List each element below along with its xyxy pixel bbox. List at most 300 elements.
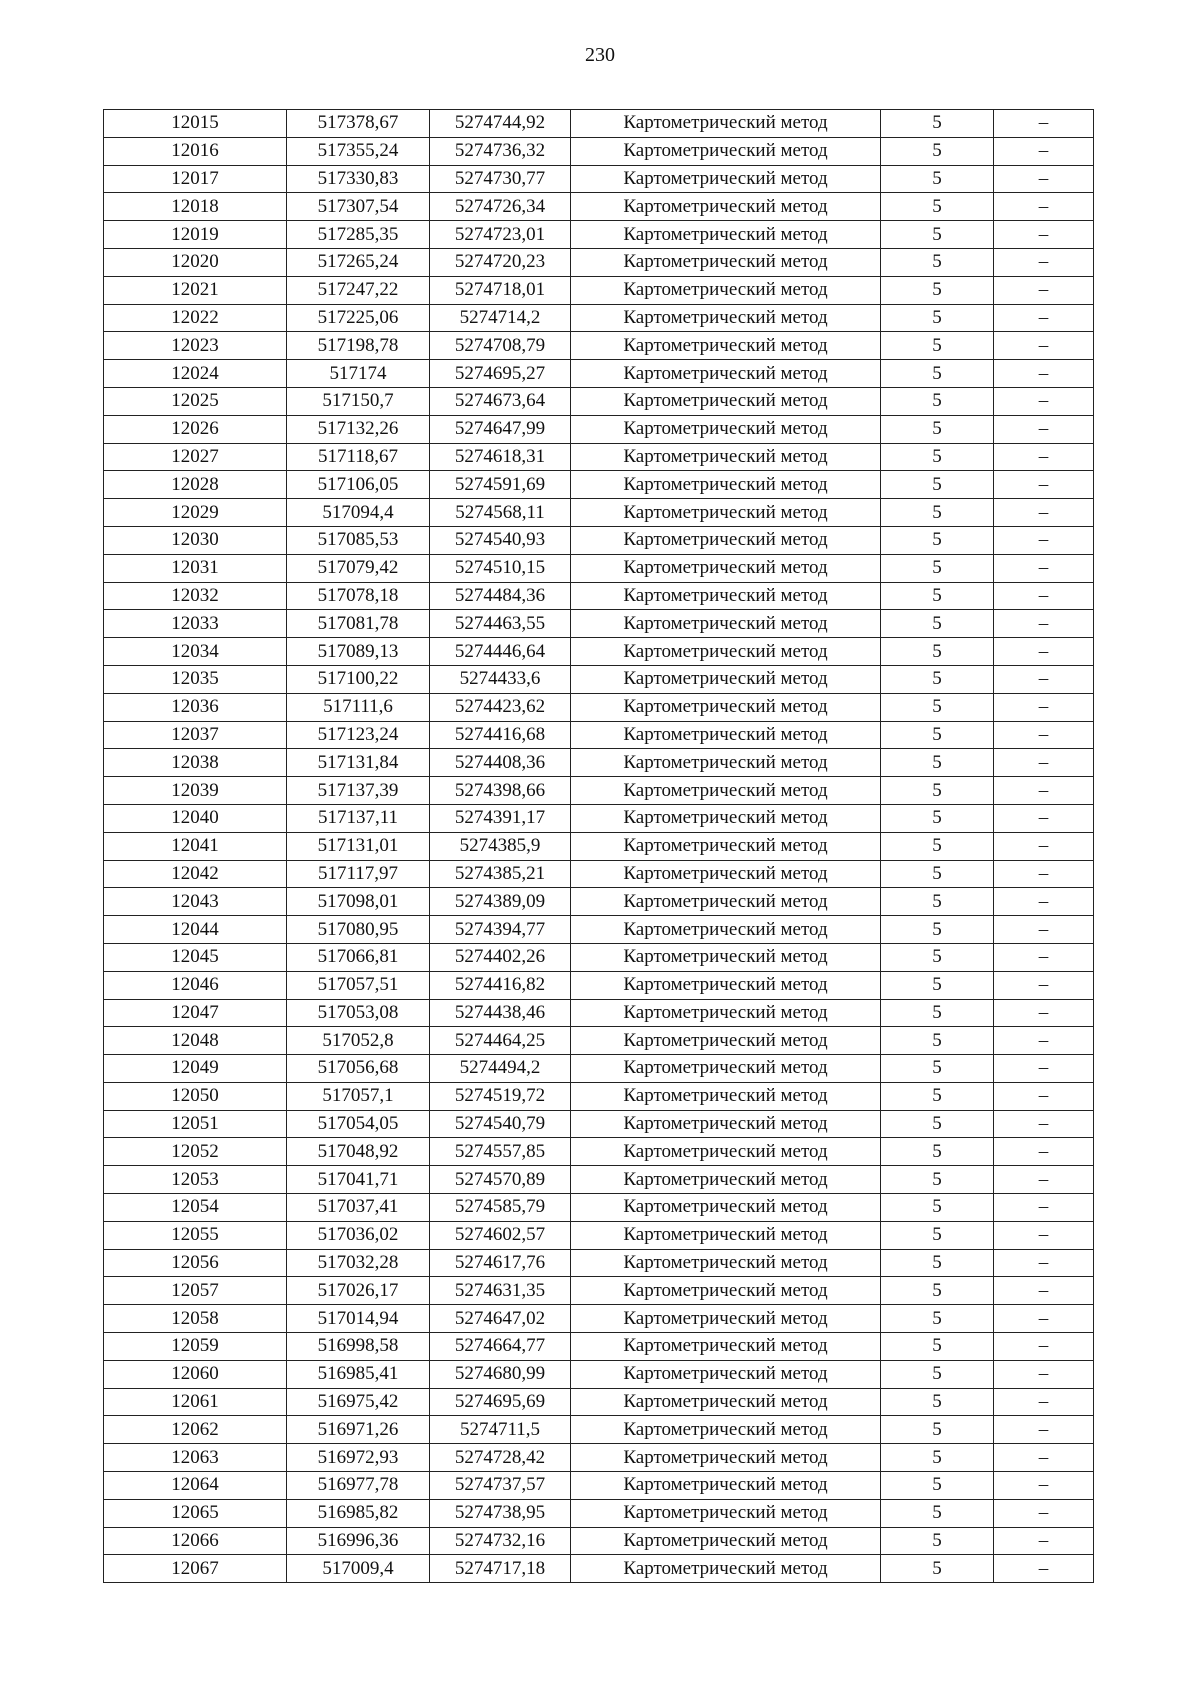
point-number-cell: 12032 — [104, 582, 287, 610]
y-coordinate-cell: 5274602,57 — [430, 1221, 571, 1249]
y-coordinate-cell: 5274664,77 — [430, 1333, 571, 1361]
x-coordinate-cell: 517137,11 — [287, 804, 430, 832]
point-number-cell: 12040 — [104, 804, 287, 832]
x-coordinate-cell: 517106,05 — [287, 471, 430, 499]
x-coordinate-cell: 517057,1 — [287, 1082, 430, 1110]
table-row — [104, 1027, 1094, 1055]
x-coordinate-cell: 517066,81 — [287, 943, 430, 971]
point-number-cell: 12036 — [104, 693, 287, 721]
accuracy-cell: 5 — [881, 1277, 994, 1305]
note-cell: – — [994, 832, 1094, 860]
point-number-cell: 12035 — [104, 665, 287, 693]
note-cell: – — [994, 888, 1094, 916]
table-row — [104, 1110, 1094, 1138]
note-cell: – — [994, 415, 1094, 443]
accuracy-cell: 5 — [881, 1138, 994, 1166]
table-row — [104, 360, 1094, 388]
note-cell: – — [994, 332, 1094, 360]
method-cell: Картометрический метод — [571, 360, 881, 388]
accuracy-cell: 5 — [881, 1388, 994, 1416]
x-coordinate-cell: 517094,4 — [287, 499, 430, 527]
point-number-cell: 12061 — [104, 1388, 287, 1416]
accuracy-cell: 5 — [881, 1082, 994, 1110]
y-coordinate-cell: 5274464,25 — [430, 1027, 571, 1055]
y-coordinate-cell: 5274714,2 — [430, 304, 571, 332]
accuracy-cell: 5 — [881, 943, 994, 971]
point-number-cell: 12024 — [104, 360, 287, 388]
note-cell: – — [994, 110, 1094, 138]
method-cell: Картометрический метод — [571, 1138, 881, 1166]
table-row — [104, 1499, 1094, 1527]
accuracy-cell: 5 — [881, 1305, 994, 1333]
method-cell: Картометрический метод — [571, 1027, 881, 1055]
table-row — [104, 916, 1094, 944]
table-row — [104, 443, 1094, 471]
table-row — [104, 471, 1094, 499]
method-cell: Картометрический метод — [571, 999, 881, 1027]
table-row — [104, 1138, 1094, 1166]
accuracy-cell: 5 — [881, 804, 994, 832]
method-cell: Картометрический метод — [571, 387, 881, 415]
table-row — [104, 304, 1094, 332]
point-number-cell: 12051 — [104, 1110, 287, 1138]
accuracy-cell: 5 — [881, 749, 994, 777]
coordinates-table-body — [104, 110, 1094, 1583]
y-coordinate-cell: 5274433,6 — [430, 665, 571, 693]
note-cell: – — [994, 304, 1094, 332]
table-row — [104, 276, 1094, 304]
accuracy-cell: 5 — [881, 499, 994, 527]
note-cell: – — [994, 387, 1094, 415]
table-row — [104, 1221, 1094, 1249]
y-coordinate-cell: 5274631,35 — [430, 1277, 571, 1305]
y-coordinate-cell: 5274726,34 — [430, 193, 571, 221]
point-number-cell: 12063 — [104, 1444, 287, 1472]
accuracy-cell: 5 — [881, 1333, 994, 1361]
method-cell: Картометрический метод — [571, 860, 881, 888]
y-coordinate-cell: 5274402,26 — [430, 943, 571, 971]
accuracy-cell: 5 — [881, 1166, 994, 1194]
y-coordinate-cell: 5274673,64 — [430, 387, 571, 415]
accuracy-cell: 5 — [881, 832, 994, 860]
point-number-cell: 12038 — [104, 749, 287, 777]
y-coordinate-cell: 5274519,72 — [430, 1082, 571, 1110]
point-number-cell: 12026 — [104, 415, 287, 443]
point-number-cell: 12015 — [104, 110, 287, 138]
point-number-cell: 12057 — [104, 1277, 287, 1305]
x-coordinate-cell: 517330,83 — [287, 165, 430, 193]
point-number-cell: 12044 — [104, 916, 287, 944]
note-cell: – — [994, 526, 1094, 554]
point-number-cell: 12016 — [104, 137, 287, 165]
accuracy-cell: 5 — [881, 1055, 994, 1083]
note-cell: – — [994, 137, 1094, 165]
point-number-cell: 12041 — [104, 832, 287, 860]
table-row — [104, 610, 1094, 638]
note-cell: – — [994, 360, 1094, 388]
table-row — [104, 1305, 1094, 1333]
accuracy-cell: 5 — [881, 165, 994, 193]
method-cell: Картометрический метод — [571, 110, 881, 138]
table-row — [104, 193, 1094, 221]
table-row — [104, 721, 1094, 749]
table-row — [104, 165, 1094, 193]
table-row — [104, 415, 1094, 443]
point-number-cell: 12046 — [104, 971, 287, 999]
accuracy-cell: 5 — [881, 1249, 994, 1277]
x-coordinate-cell: 517079,42 — [287, 554, 430, 582]
table-row — [104, 1388, 1094, 1416]
y-coordinate-cell: 5274708,79 — [430, 332, 571, 360]
accuracy-cell: 5 — [881, 304, 994, 332]
y-coordinate-cell: 5274585,79 — [430, 1194, 571, 1222]
note-cell: – — [994, 749, 1094, 777]
method-cell: Картометрический метод — [571, 1166, 881, 1194]
method-cell: Картометрический метод — [571, 1055, 881, 1083]
method-cell: Картометрический метод — [571, 248, 881, 276]
method-cell: Картометрический метод — [571, 471, 881, 499]
y-coordinate-cell: 5274416,68 — [430, 721, 571, 749]
point-number-cell: 12058 — [104, 1305, 287, 1333]
y-coordinate-cell: 5274717,18 — [430, 1555, 571, 1583]
method-cell: Картометрический метод — [571, 193, 881, 221]
note-cell: – — [994, 1305, 1094, 1333]
table-row — [104, 110, 1094, 138]
x-coordinate-cell: 517132,26 — [287, 415, 430, 443]
point-number-cell: 12059 — [104, 1333, 287, 1361]
method-cell: Картометрический метод — [571, 804, 881, 832]
point-number-cell: 12049 — [104, 1055, 287, 1083]
method-cell: Картометрический метод — [571, 693, 881, 721]
accuracy-cell: 5 — [881, 1555, 994, 1583]
x-coordinate-cell: 516996,36 — [287, 1527, 430, 1555]
y-coordinate-cell: 5274730,77 — [430, 165, 571, 193]
y-coordinate-cell: 5274744,92 — [430, 110, 571, 138]
table-row — [104, 749, 1094, 777]
note-cell: – — [994, 1388, 1094, 1416]
y-coordinate-cell: 5274695,27 — [430, 360, 571, 388]
table-row — [104, 888, 1094, 916]
table-row — [104, 137, 1094, 165]
x-coordinate-cell: 517118,67 — [287, 443, 430, 471]
accuracy-cell: 5 — [881, 415, 994, 443]
point-number-cell: 12034 — [104, 638, 287, 666]
x-coordinate-cell: 517131,01 — [287, 832, 430, 860]
table-row — [104, 1555, 1094, 1583]
note-cell: – — [994, 1416, 1094, 1444]
point-number-cell: 12045 — [104, 943, 287, 971]
note-cell: – — [994, 1027, 1094, 1055]
method-cell: Картометрический метод — [571, 1333, 881, 1361]
point-number-cell: 12028 — [104, 471, 287, 499]
table-row — [104, 1194, 1094, 1222]
method-cell: Картометрический метод — [571, 443, 881, 471]
note-cell: – — [994, 248, 1094, 276]
y-coordinate-cell: 5274494,2 — [430, 1055, 571, 1083]
point-number-cell: 12022 — [104, 304, 287, 332]
note-cell: – — [994, 693, 1094, 721]
note-cell: – — [994, 1527, 1094, 1555]
accuracy-cell: 5 — [881, 332, 994, 360]
accuracy-cell: 5 — [881, 110, 994, 138]
note-cell: – — [994, 1082, 1094, 1110]
x-coordinate-cell: 517111,6 — [287, 693, 430, 721]
y-coordinate-cell: 5274416,82 — [430, 971, 571, 999]
method-cell: Картометрический метод — [571, 1110, 881, 1138]
accuracy-cell: 5 — [881, 1221, 994, 1249]
point-number-cell: 12042 — [104, 860, 287, 888]
accuracy-cell: 5 — [881, 193, 994, 221]
point-number-cell: 12050 — [104, 1082, 287, 1110]
accuracy-cell: 5 — [881, 387, 994, 415]
y-coordinate-cell: 5274570,89 — [430, 1166, 571, 1194]
note-cell: – — [994, 1555, 1094, 1583]
note-cell: – — [994, 499, 1094, 527]
note-cell: – — [994, 665, 1094, 693]
table-row — [104, 1416, 1094, 1444]
accuracy-cell: 5 — [881, 1499, 994, 1527]
method-cell: Картометрический метод — [571, 221, 881, 249]
point-number-cell: 12062 — [104, 1416, 287, 1444]
table-row — [104, 387, 1094, 415]
accuracy-cell: 5 — [881, 971, 994, 999]
method-cell: Картометрический метод — [571, 1277, 881, 1305]
note-cell: – — [994, 554, 1094, 582]
table-row — [104, 1277, 1094, 1305]
accuracy-cell: 5 — [881, 526, 994, 554]
point-number-cell: 12060 — [104, 1360, 287, 1388]
method-cell: Картометрический метод — [571, 1388, 881, 1416]
table-row — [104, 332, 1094, 360]
x-coordinate-cell: 517081,78 — [287, 610, 430, 638]
y-coordinate-cell: 5274723,01 — [430, 221, 571, 249]
accuracy-cell: 5 — [881, 610, 994, 638]
note-cell: – — [994, 804, 1094, 832]
table-row — [104, 1082, 1094, 1110]
method-cell: Картометрический метод — [571, 1444, 881, 1472]
method-cell: Картометрический метод — [571, 1194, 881, 1222]
table-row — [104, 1055, 1094, 1083]
y-coordinate-cell: 5274389,09 — [430, 888, 571, 916]
method-cell: Картометрический метод — [571, 1527, 881, 1555]
method-cell: Картометрический метод — [571, 1305, 881, 1333]
point-number-cell: 12017 — [104, 165, 287, 193]
x-coordinate-cell: 517247,22 — [287, 276, 430, 304]
x-coordinate-cell: 517225,06 — [287, 304, 430, 332]
point-number-cell: 12033 — [104, 610, 287, 638]
y-coordinate-cell: 5274647,02 — [430, 1305, 571, 1333]
x-coordinate-cell: 517198,78 — [287, 332, 430, 360]
method-cell: Картометрический метод — [571, 610, 881, 638]
x-coordinate-cell: 517026,17 — [287, 1277, 430, 1305]
x-coordinate-cell: 517131,84 — [287, 749, 430, 777]
accuracy-cell: 5 — [881, 1027, 994, 1055]
note-cell: – — [994, 221, 1094, 249]
point-number-cell: 12029 — [104, 499, 287, 527]
table-row — [104, 1166, 1094, 1194]
y-coordinate-cell: 5274738,95 — [430, 1499, 571, 1527]
y-coordinate-cell: 5274720,23 — [430, 248, 571, 276]
x-coordinate-cell: 517098,01 — [287, 888, 430, 916]
x-coordinate-cell: 517078,18 — [287, 582, 430, 610]
point-number-cell: 12020 — [104, 248, 287, 276]
x-coordinate-cell: 517056,68 — [287, 1055, 430, 1083]
accuracy-cell: 5 — [881, 443, 994, 471]
point-number-cell: 12064 — [104, 1472, 287, 1500]
accuracy-cell: 5 — [881, 693, 994, 721]
table-row — [104, 221, 1094, 249]
accuracy-cell: 5 — [881, 1360, 994, 1388]
note-cell: – — [994, 1166, 1094, 1194]
x-coordinate-cell: 517285,35 — [287, 221, 430, 249]
note-cell: – — [994, 1249, 1094, 1277]
note-cell: – — [994, 943, 1094, 971]
method-cell: Картометрический метод — [571, 415, 881, 443]
point-number-cell: 12048 — [104, 1027, 287, 1055]
y-coordinate-cell: 5274695,69 — [430, 1388, 571, 1416]
point-number-cell: 12065 — [104, 1499, 287, 1527]
method-cell: Картометрический метод — [571, 638, 881, 666]
table-row — [104, 1333, 1094, 1361]
note-cell: – — [994, 1360, 1094, 1388]
note-cell: – — [994, 638, 1094, 666]
x-coordinate-cell: 517048,92 — [287, 1138, 430, 1166]
x-coordinate-cell: 517053,08 — [287, 999, 430, 1027]
x-coordinate-cell: 517307,54 — [287, 193, 430, 221]
x-coordinate-cell: 516985,82 — [287, 1499, 430, 1527]
table-row — [104, 860, 1094, 888]
point-number-cell: 12047 — [104, 999, 287, 1027]
note-cell: – — [994, 193, 1094, 221]
y-coordinate-cell: 5274728,42 — [430, 1444, 571, 1472]
accuracy-cell: 5 — [881, 916, 994, 944]
method-cell: Картометрический метод — [571, 499, 881, 527]
note-cell: – — [994, 777, 1094, 805]
method-cell: Картометрический метод — [571, 721, 881, 749]
table-row — [104, 665, 1094, 693]
x-coordinate-cell: 517036,02 — [287, 1221, 430, 1249]
table-row — [104, 1472, 1094, 1500]
x-coordinate-cell: 517052,8 — [287, 1027, 430, 1055]
y-coordinate-cell: 5274568,11 — [430, 499, 571, 527]
y-coordinate-cell: 5274423,62 — [430, 693, 571, 721]
x-coordinate-cell: 517037,41 — [287, 1194, 430, 1222]
x-coordinate-cell: 517080,95 — [287, 916, 430, 944]
point-number-cell: 12052 — [104, 1138, 287, 1166]
table-row — [104, 1444, 1094, 1472]
x-coordinate-cell: 516977,78 — [287, 1472, 430, 1500]
point-number-cell: 12027 — [104, 443, 287, 471]
coordinates-table — [103, 109, 1094, 1583]
note-cell: – — [994, 1444, 1094, 1472]
x-coordinate-cell: 517174 — [287, 360, 430, 388]
point-number-cell: 12066 — [104, 1527, 287, 1555]
table-row — [104, 1527, 1094, 1555]
y-coordinate-cell: 5274438,46 — [430, 999, 571, 1027]
point-number-cell: 12021 — [104, 276, 287, 304]
x-coordinate-cell: 516998,58 — [287, 1333, 430, 1361]
point-number-cell: 12023 — [104, 332, 287, 360]
accuracy-cell: 5 — [881, 1444, 994, 1472]
y-coordinate-cell: 5274736,32 — [430, 137, 571, 165]
point-number-cell: 12019 — [104, 221, 287, 249]
method-cell: Картометрический метод — [571, 137, 881, 165]
method-cell: Картометрический метод — [571, 554, 881, 582]
x-coordinate-cell: 517085,53 — [287, 526, 430, 554]
point-number-cell: 12055 — [104, 1221, 287, 1249]
method-cell: Картометрический метод — [571, 526, 881, 554]
table-row — [104, 582, 1094, 610]
accuracy-cell: 5 — [881, 1194, 994, 1222]
note-cell: – — [994, 1110, 1094, 1138]
table-row — [104, 248, 1094, 276]
y-coordinate-cell: 5274591,69 — [430, 471, 571, 499]
point-number-cell: 12025 — [104, 387, 287, 415]
accuracy-cell: 5 — [881, 860, 994, 888]
accuracy-cell: 5 — [881, 721, 994, 749]
note-cell: – — [994, 443, 1094, 471]
method-cell: Картометрический метод — [571, 665, 881, 693]
y-coordinate-cell: 5274732,16 — [430, 1527, 571, 1555]
x-coordinate-cell: 517117,97 — [287, 860, 430, 888]
accuracy-cell: 5 — [881, 471, 994, 499]
table-row — [104, 832, 1094, 860]
table-row — [104, 777, 1094, 805]
method-cell: Картометрический метод — [571, 1555, 881, 1583]
note-cell: – — [994, 1333, 1094, 1361]
x-coordinate-cell: 517057,51 — [287, 971, 430, 999]
method-cell: Картометрический метод — [571, 888, 881, 916]
point-number-cell: 12054 — [104, 1194, 287, 1222]
x-coordinate-cell: 517009,4 — [287, 1555, 430, 1583]
method-cell: Картометрический метод — [571, 276, 881, 304]
table-row — [104, 526, 1094, 554]
accuracy-cell: 5 — [881, 999, 994, 1027]
y-coordinate-cell: 5274711,5 — [430, 1416, 571, 1444]
y-coordinate-cell: 5274540,79 — [430, 1110, 571, 1138]
accuracy-cell: 5 — [881, 360, 994, 388]
y-coordinate-cell: 5274618,31 — [430, 443, 571, 471]
table-row — [104, 971, 1094, 999]
x-coordinate-cell: 517054,05 — [287, 1110, 430, 1138]
accuracy-cell: 5 — [881, 582, 994, 610]
note-cell: – — [994, 1221, 1094, 1249]
y-coordinate-cell: 5274394,77 — [430, 916, 571, 944]
method-cell: Картометрический метод — [571, 332, 881, 360]
note-cell: – — [994, 276, 1094, 304]
table-row — [104, 499, 1094, 527]
x-coordinate-cell: 517123,24 — [287, 721, 430, 749]
table-row — [104, 1360, 1094, 1388]
x-coordinate-cell: 517265,24 — [287, 248, 430, 276]
accuracy-cell: 5 — [881, 248, 994, 276]
note-cell: – — [994, 860, 1094, 888]
y-coordinate-cell: 5274617,76 — [430, 1249, 571, 1277]
note-cell: – — [994, 471, 1094, 499]
x-coordinate-cell: 517041,71 — [287, 1166, 430, 1194]
y-coordinate-cell: 5274385,21 — [430, 860, 571, 888]
y-coordinate-cell: 5274484,36 — [430, 582, 571, 610]
x-coordinate-cell: 516975,42 — [287, 1388, 430, 1416]
note-cell: – — [994, 999, 1094, 1027]
accuracy-cell: 5 — [881, 1110, 994, 1138]
method-cell: Картометрический метод — [571, 1360, 881, 1388]
x-coordinate-cell: 517378,67 — [287, 110, 430, 138]
x-coordinate-cell: 516985,41 — [287, 1360, 430, 1388]
point-number-cell: 12053 — [104, 1166, 287, 1194]
x-coordinate-cell: 517150,7 — [287, 387, 430, 415]
table-row — [104, 804, 1094, 832]
